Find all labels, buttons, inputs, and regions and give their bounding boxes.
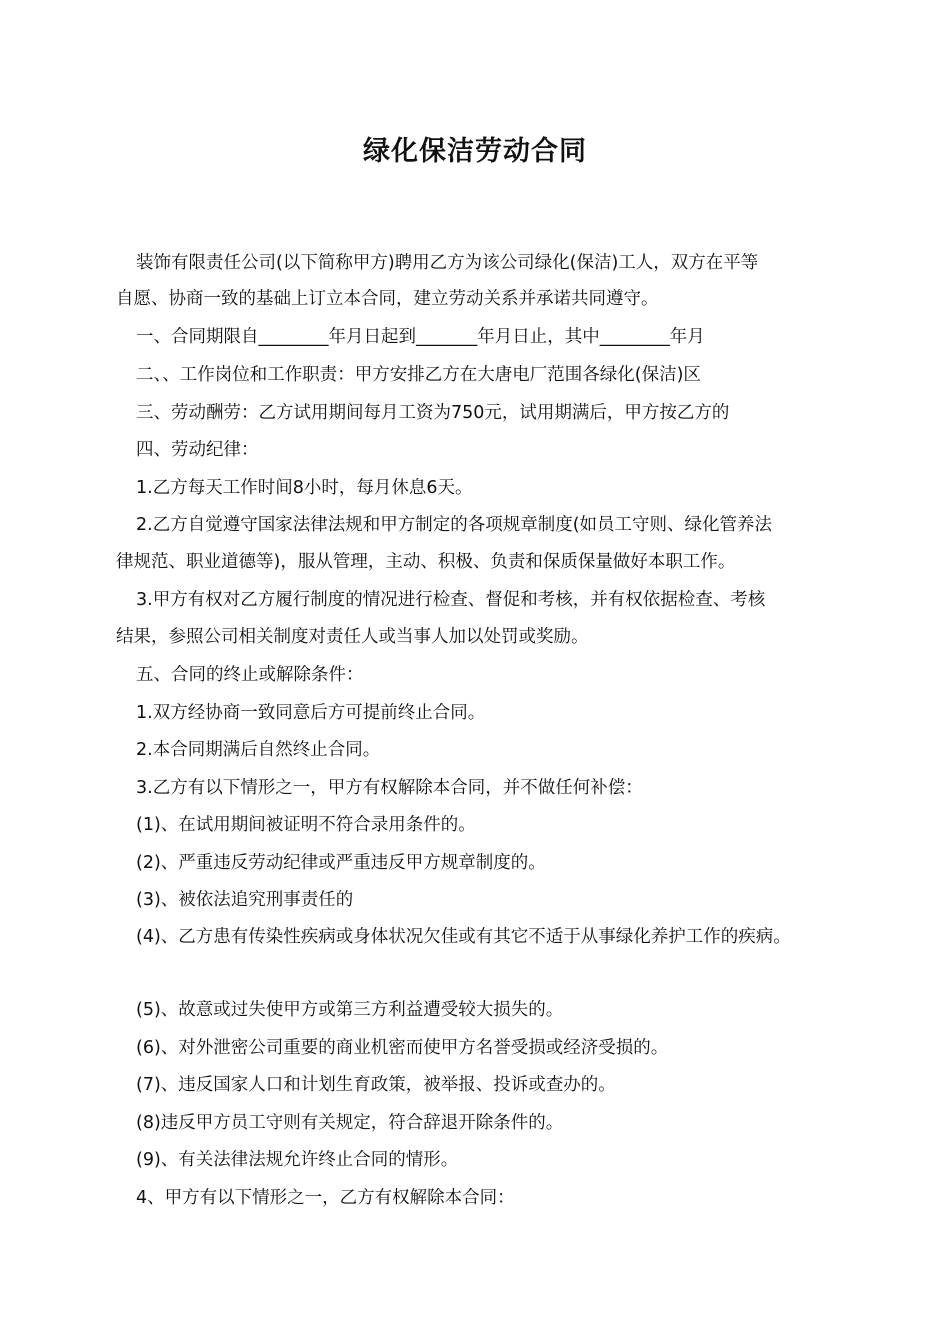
list-item: 3.甲方有权对乙方履行制度的情况进行检查、督促和考核，并有权依据检查、考核 <box>136 590 766 610</box>
list-item: 4、甲方有以下情形之一，乙方有权解除本合同： <box>136 1188 515 1208</box>
sub-item: (1)、在试用期间被证明不符合录用条件的。 <box>136 815 476 835</box>
list-item-continued: 结果，参照公司相关制度对责任人或当事人加以处罚或奖励。 <box>116 627 589 647</box>
list-item: 3.乙方有以下情形之一，甲方有权解除本合同，并不做任何补偿： <box>136 778 643 798</box>
clause-4-heading: 四、劳动纪律： <box>136 440 259 460</box>
sub-item: (2)、严重违反劳动纪律或严重违反甲方规章制度的。 <box>136 853 546 873</box>
sub-item: (5)、故意或过失使甲方或第三方利益遭受较大损失的。 <box>136 1000 564 1020</box>
sub-item: (8)违反甲方员工守则有关规定，符合辞退开除条件的。 <box>136 1113 564 1133</box>
sub-item: (3)、被依法追究刑事责任的 <box>136 890 354 910</box>
clause-2-duties: 二、、工作岗位和工作职责：甲方安排乙方在大唐电厂范围各绿化(保洁)区 <box>136 365 701 385</box>
clause-5-heading: 五、合同的终止或解除条件： <box>136 665 364 685</box>
page-title: 绿化保洁劳动合同 <box>363 136 587 167</box>
list-item: 2.本合同期满后自然终止合同。 <box>136 740 381 760</box>
list-item: 2.乙方自觉遵守国家法律法规和甲方制定的各项规章制度(如员工守则、绿化管养法 <box>136 515 773 535</box>
list-item: 1.乙方每天工作时间8小时，每月休息6天。 <box>136 478 473 498</box>
sub-item: (6)、对外泄密公司重要的商业机密而使甲方名誉受损或经济受损的。 <box>136 1038 669 1058</box>
clause-1-term: 一、合同期限自________年月日起到_______年月日止，其中________年月 <box>136 327 705 347</box>
list-item: 1.双方经协商一致同意后方可提前终止合同。 <box>136 703 486 723</box>
sub-item: (4)、乙方患有传染性疾病或身体状况欠佳或有其它不适于从事绿化养护工作的疾病。 <box>136 927 791 947</box>
list-item-continued: 律规范、职业道德等)，服从管理，主动、积极、负责和保质保量做好本职工作。 <box>116 552 736 572</box>
paragraph-line-1: 装饰有限责任公司(以下简称甲方)聘用乙方为该公司绿化(保洁)工人，双方在平等 <box>136 253 759 273</box>
sub-item: (9)、有关法律法规允许终止合同的情形。 <box>136 1150 459 1170</box>
paragraph-line-2: 自愿、协商一致的基础上订立本合同，建立劳动关系并承诺共同遵守。 <box>116 289 659 309</box>
sub-item: (7)、违反国家人口和计划生育政策，被举报、投诉或查办的。 <box>136 1075 616 1095</box>
clause-3-pay: 三、劳动酬劳：乙方试用期间每月工资为750元，试用期满后，甲方按乙方的 <box>136 403 730 423</box>
